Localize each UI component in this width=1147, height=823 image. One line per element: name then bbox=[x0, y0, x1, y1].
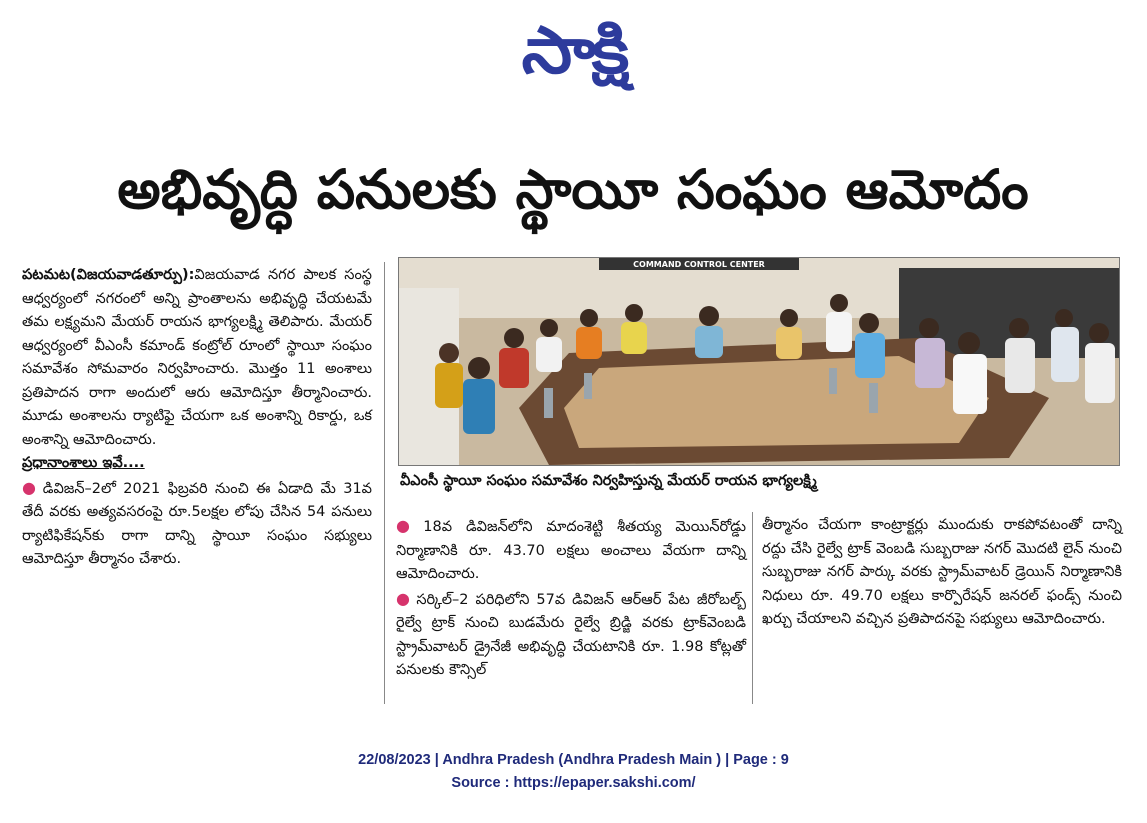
column-divider bbox=[384, 262, 385, 704]
meeting-photo-illustration bbox=[399, 258, 1119, 465]
photo-sign-text: COMMAND CONTROL CENTER bbox=[633, 260, 765, 269]
meeting-photo bbox=[398, 257, 1120, 466]
footer-edition-info: 22/08/2023 | Andhra Pradesh (Andhra Pradesh Main ) | Page : 9 bbox=[358, 752, 789, 768]
footer-source-link[interactable]: Source : https://epaper.sakshi.com/ bbox=[451, 775, 696, 791]
dateline: పటమట(విజయవాడతూర్పు): bbox=[22, 267, 195, 283]
newspaper-logo: సాక్షి bbox=[521, 12, 626, 88]
article-intro bbox=[22, 264, 372, 452]
bullet-item bbox=[396, 514, 746, 587]
article-column-2 bbox=[396, 514, 746, 683]
continuation-text: తీర్మానం చేయగా కాంట్రాక్టర్లు ముందుకు రాకపోవటంతో దాన్ని రద్దు చేసి రైల్వే ట్రాక్‌ వెంబడి సుబ్బరాజు నగర్‌ మొదటి లైన్‌ నుంచి సుబ్బరాజు నగర్‌ పార్కు వరకు స్ట్రామ్‌వాటర్‌ డ్రెయిన్‌ నిర్మాణానికి నిధులు రూ. 49.70 లక్షలు కార్పొరేషన్‌ జనరల్‌ ఫండ్స్‌ నుంచి ఖర్చు చేయాలని వచ్చిన ప్రతిపాదనపై సభ్యులు ఆమోదించారు. bbox=[762, 517, 1122, 627]
bullet-icon: ● bbox=[396, 516, 420, 535]
article-column-3 bbox=[762, 514, 1122, 632]
article-column-1 bbox=[22, 264, 372, 572]
bullet-item bbox=[22, 476, 372, 572]
bullet-text: 18వ డివిజన్‌లోని మాదంశెట్టి శీతయ్య మెయిన్‌రోడ్డు నిర్మాణానికి రూ. 43.70 లక్షలు అంచాలు వేయగా దాన్ని ఆమోదించారు. bbox=[396, 519, 746, 582]
bullet-icon: ● bbox=[22, 477, 39, 497]
bullet-text: డివిజన్‌–2లో 2021 ఫిబ్రవరి నుంచి ఈ ఏడాది మే 31వ తేదీ వరకు అత్యవసరంపై రూ.5లక్షల లోపు చేసిన 54 పనులు ర్యాటిఫికేషన్‌కు రాగా దాన్ని స్థాయీ సంఘం సభ్యులు ఆమోదిస్తూ తీర్మానం చేశారు. bbox=[22, 480, 372, 567]
column-divider bbox=[752, 512, 753, 704]
masthead bbox=[0, 8, 1147, 108]
bullet-item bbox=[396, 587, 746, 683]
bullet-text: సర్కిల్‌–2 పరిధిలోని 57వ డివిజన్‌ ఆర్‌ఆర్‌ పేట జీరోబల్బ్‌ రైల్వే ట్రాక్‌ నుంచి బుడమేరు రైల్వే బ్రిడ్జి వరకు ట్రాక్‌వెంబడి స్ట్రామ్‌వాటర్‌ డ్రైనేజీ అభివృద్ధి చేయటానికి రూ. 1.98 కోట్లతో పనులకు కౌన్సిల్‌ bbox=[396, 591, 746, 678]
photo-caption: వీఎంసీ స్థాయీ సంఘం సమావేశం నిర్వహిస్తున్న మేయర్‌ రాయన భాగ్యలక్ష్మి bbox=[400, 473, 817, 489]
bullet-icon: ● bbox=[396, 588, 413, 608]
section-subhead: ప్రధానాంశాలు ఇవే.... bbox=[22, 455, 145, 471]
article-headline: అభివృద్ధి పనులకు స్థాయీ సంఘం ఆమోదం bbox=[117, 158, 1029, 221]
intro-text: విజయవాడ నగర పాలక సంస్థ ఆధ్వర్యంలో నగరంలో అన్ని ప్రాంతాలను అభివృద్ధి చేయటమే తమ లక్ష్యమని మేయర్‌ రాయన భాగ్యలక్ష్మి తెలిపారు. మేయర్‌ ఆధ్వర్యంలో వీఎంసీ కమాండ్‌ కంట్రోల్‌ రూంలో స్థాయీ సంఘం సమావేశం సోమవారం నిర్వహించారు. మొత్తం 11 అంశాలు ప్రతిపాదన రాగా అందులో ఆరు ఆమోదిస్తూ తీర్మానించారు. మూడు అంశాలను ర్యాటిఫై చేయగా ఒక అంశాన్ని రికార్డు, ఒక అంశాన్ని ఆమోదించారు. bbox=[22, 267, 372, 448]
